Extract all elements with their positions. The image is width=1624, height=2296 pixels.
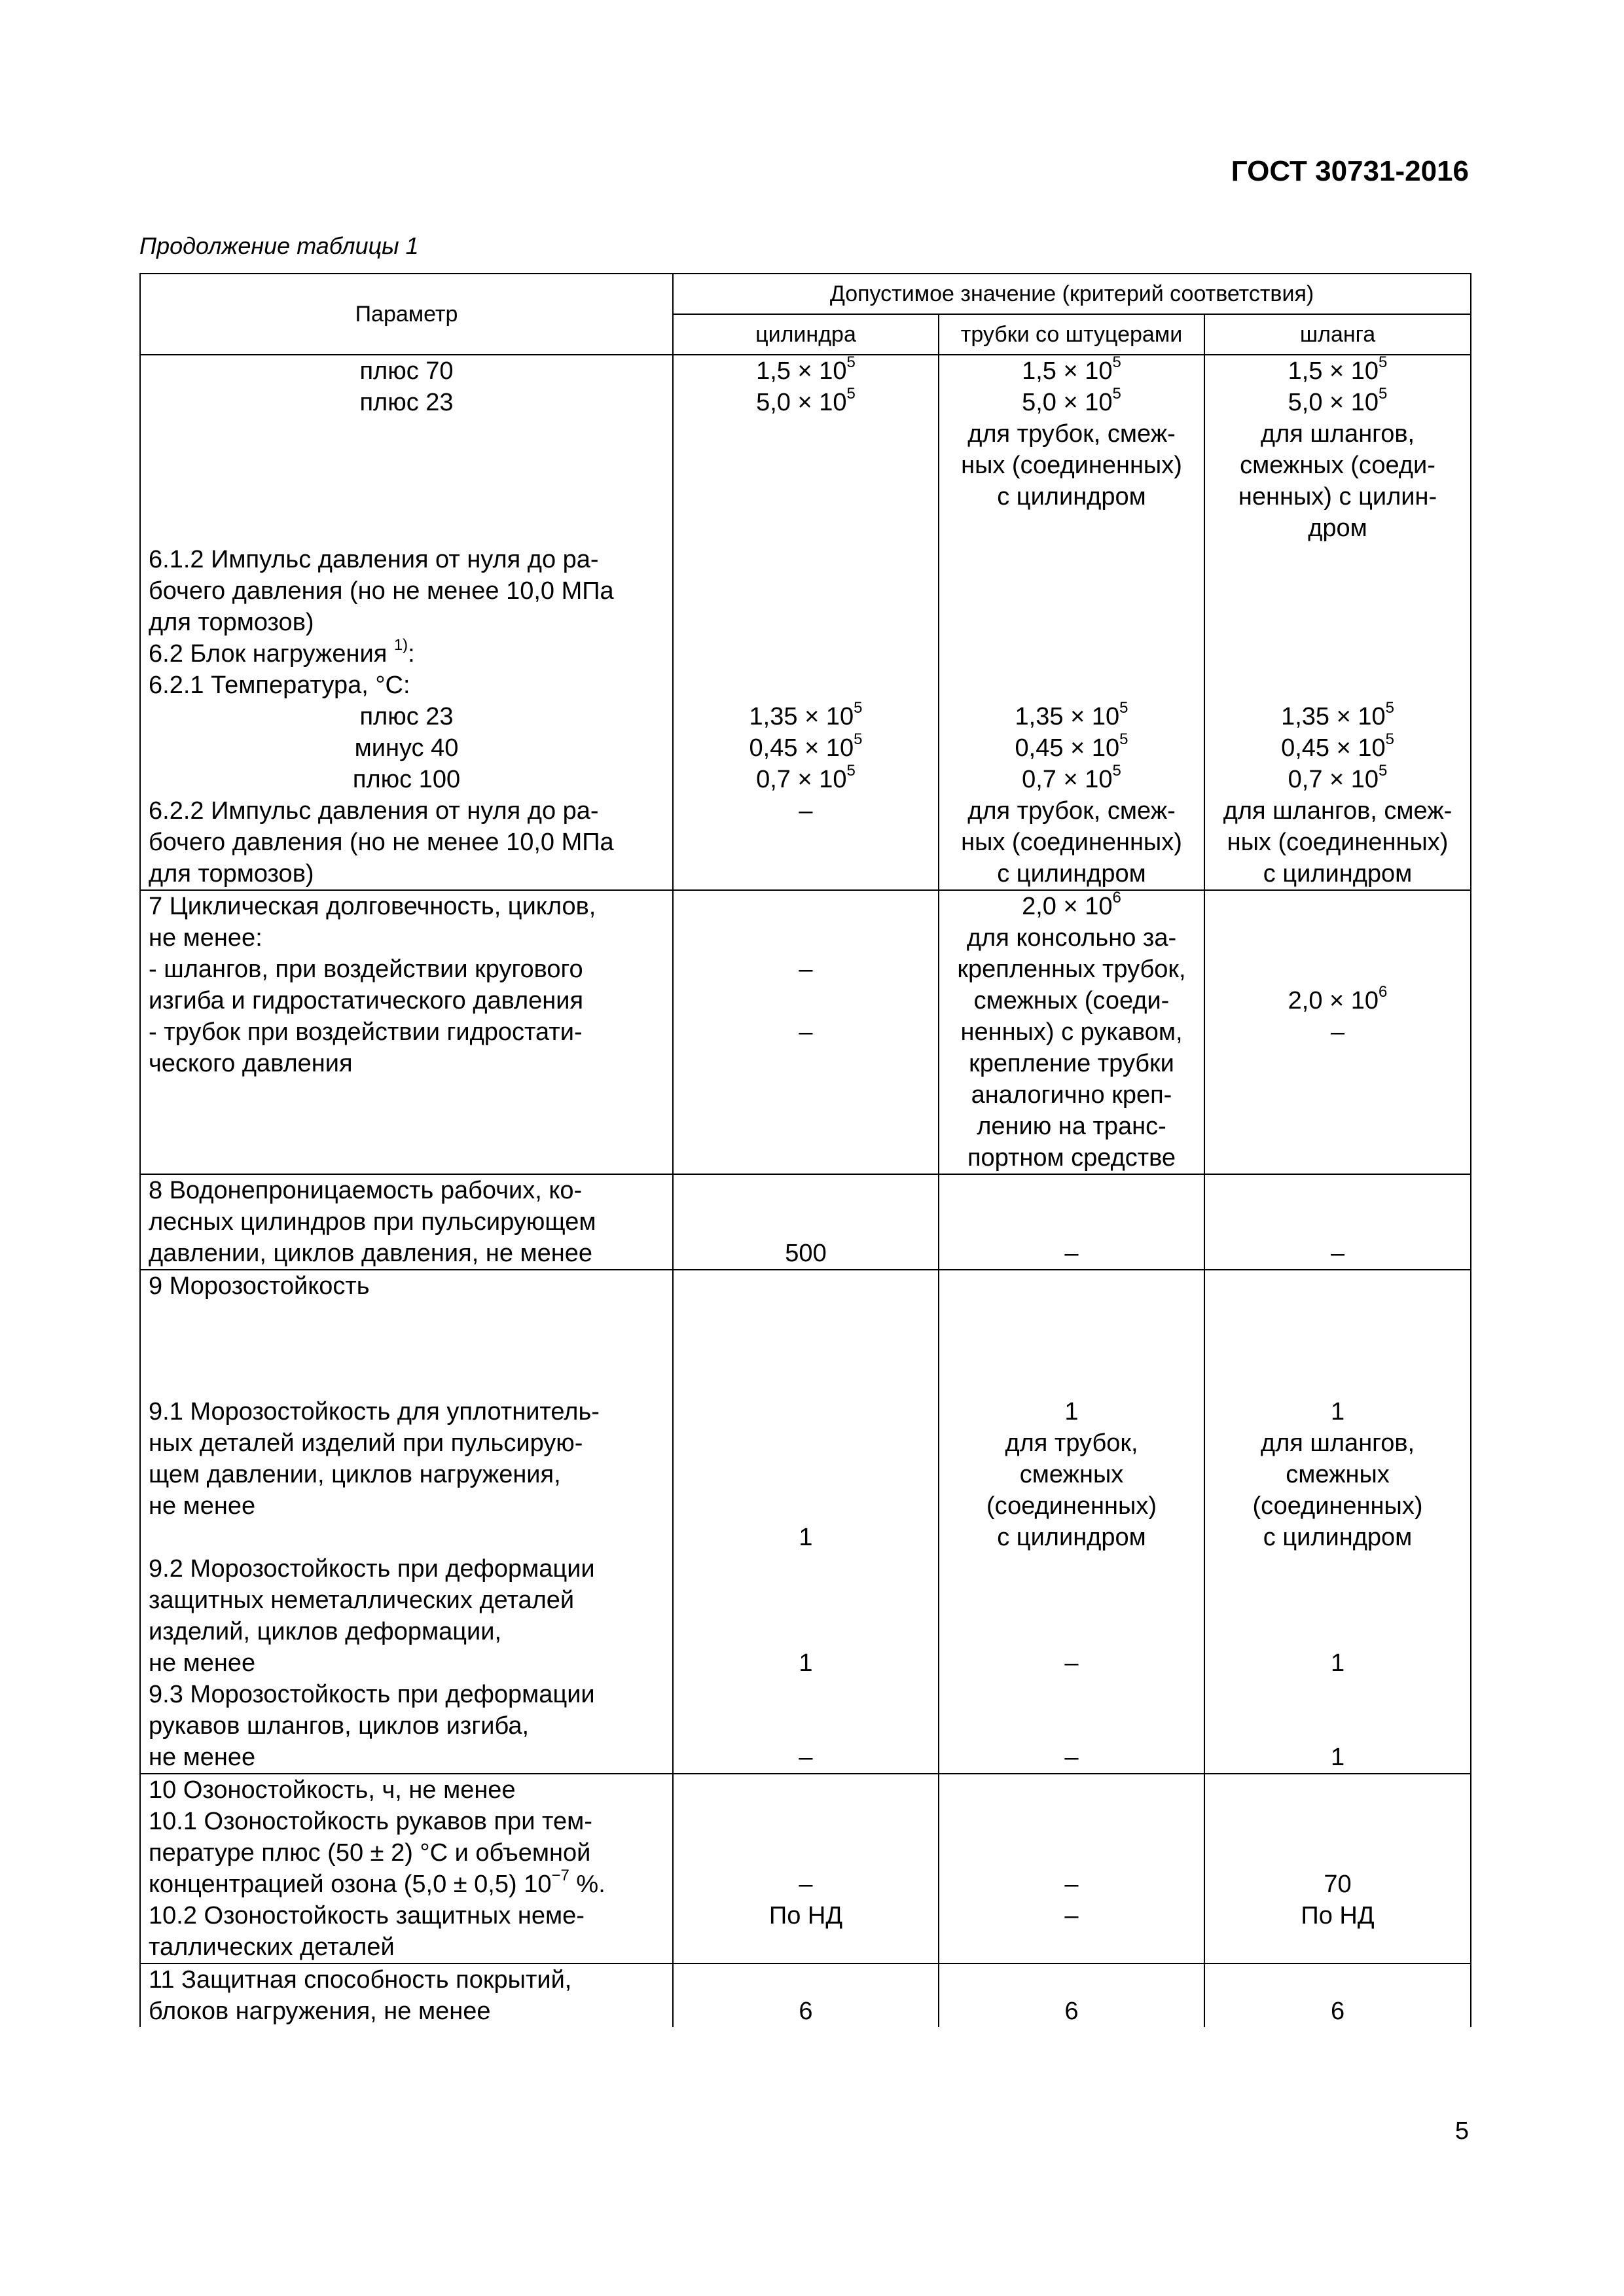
header-parameter: Параметр — [140, 274, 673, 355]
hose-cell: 70 По НД — [1204, 1774, 1471, 1964]
param-cell: 9 Морозостойкость 9.1 Морозостойкость для уплотнитель- ных деталей изделий при пульсирую- щем давлении, циклов нагружения, не менее 9.2 Морозостойкость при деформации защитных неметаллических деталей изделий, циклов деформации, не менее 9.3 Морозостойкость при деформации рукавов шлангов, циклов изгиба, не менее — [140, 1270, 673, 1774]
param-cell: 8 Водонепроницаемость рабочих, ко- лесных цилиндров при пульсирующем давлении, циклов давления, не менее — [140, 1174, 673, 1270]
table-row — [140, 355, 1471, 890]
tubes-cell: $1,5 \times 10^5$ $5,0 \times 10^5$ для трубок, смеж- ных (соединенных) с цилиндром $1,35 \times 10^5$ $0,45 \times 10^5$ $0,7 \times 10^5$ для трубок, смеж- ных (соединенных) с цилиндром — [939, 355, 1204, 890]
param-cell: 10 Озоностойкость, ч, не менее 10.1 Озоностойкость рукавов при тем- пературе плюс (50 ± 2) °С и объемной концентрацией озона (5,0 ± 0,5) $10^{-7}$ %. 10.2 Озоностойкость защитных неме- таллических деталей — [140, 1774, 673, 1964]
header-allowed-value: Допустимое значение (критерий соответствия) — [673, 274, 1471, 314]
header-hose: шланга — [1204, 314, 1471, 355]
param-cell: 11 Защитная способность покрытий, блоков нагружения, не менее — [140, 1964, 673, 2027]
tubes-cell: – — [939, 1174, 1204, 1270]
tubes-cell: $2,0 \times 10^6$ для консольно за- крепленных трубок, смежных (соеди- ненных) с рукавом, крепление трубки аналогично креп- лению на транс- портном средстве — [939, 890, 1204, 1174]
document-code: ГОСТ 30731-2016 — [1231, 155, 1469, 187]
hose-cell: – — [1204, 1174, 1471, 1270]
table-row — [140, 1774, 1471, 1964]
hose-cell: 1 для шлангов, смежных (соединенных) с цилиндром 1 1 — [1204, 1270, 1471, 1774]
param-cell: плюс 70 плюс 23 6.1.2 Импульс давления от нуля до ра- бочего давления (но не менее 10,0 МПа для тормозов) 6.2 Блок нагружения $^{1)}$: 6.2.1 Температура, °C: плюс 23 минус 40 плюс 100 6.2.2 Импульс давления от нуля до ра- бочего давления (но не менее 10,0 МПа для тормозов) — [140, 355, 673, 890]
tubes-cell: – – — [939, 1774, 1204, 1964]
table-row — [140, 1174, 1471, 1270]
cylinder-cell: 500 — [673, 1174, 939, 1270]
table-row — [140, 890, 1471, 1174]
table-continuation-label: Продолжение таблицы 1 — [139, 232, 419, 259]
cylinder-cell: – – — [673, 890, 939, 1174]
cylinder-cell: $1,5 \times 10^5$ $5,0 \times 10^5$ $1,35 \times 10^5$ $0,45 \times 10^5$ $0,7 \times 10^5$ – — [673, 355, 939, 890]
hose-cell: 6 — [1204, 1964, 1471, 2027]
cylinder-cell: 1 1 – — [673, 1270, 939, 1774]
hose-cell: $1,5 \times 10^5$ $5,0 \times 10^5$ для шлангов, смежных (соеди- ненных) с цилин- дром $1,35 \times 10^5$ $0,45 \times 10^5$ $0,7 \times 10^5$ для шлангов, смеж- ных (соединенных) с цилиндром — [1204, 355, 1471, 890]
header-cylinder: цилиндра — [673, 314, 939, 355]
cylinder-cell: – По НД — [673, 1774, 939, 1964]
page-number: 5 — [1454, 2117, 1469, 2145]
specification-table — [139, 273, 1471, 2027]
table-row — [140, 1270, 1471, 1774]
header-tubes: трубки со штуцерами — [939, 314, 1204, 355]
hose-cell: $2,0 \times 10^6$ – — [1204, 890, 1471, 1174]
table-row — [140, 1964, 1471, 2027]
cylinder-cell: 6 — [673, 1964, 939, 2027]
param-cell: 7 Циклическая долговечность, циклов, не менее: - шлангов, при воздействии кругового изгиба и гидростатического давления - трубок при воздействии гидростати- ческого давления — [140, 890, 673, 1174]
tubes-cell: 6 — [939, 1964, 1204, 2027]
tubes-cell: 1 для трубок, смежных (соединенных) с цилиндром – – — [939, 1270, 1204, 1774]
